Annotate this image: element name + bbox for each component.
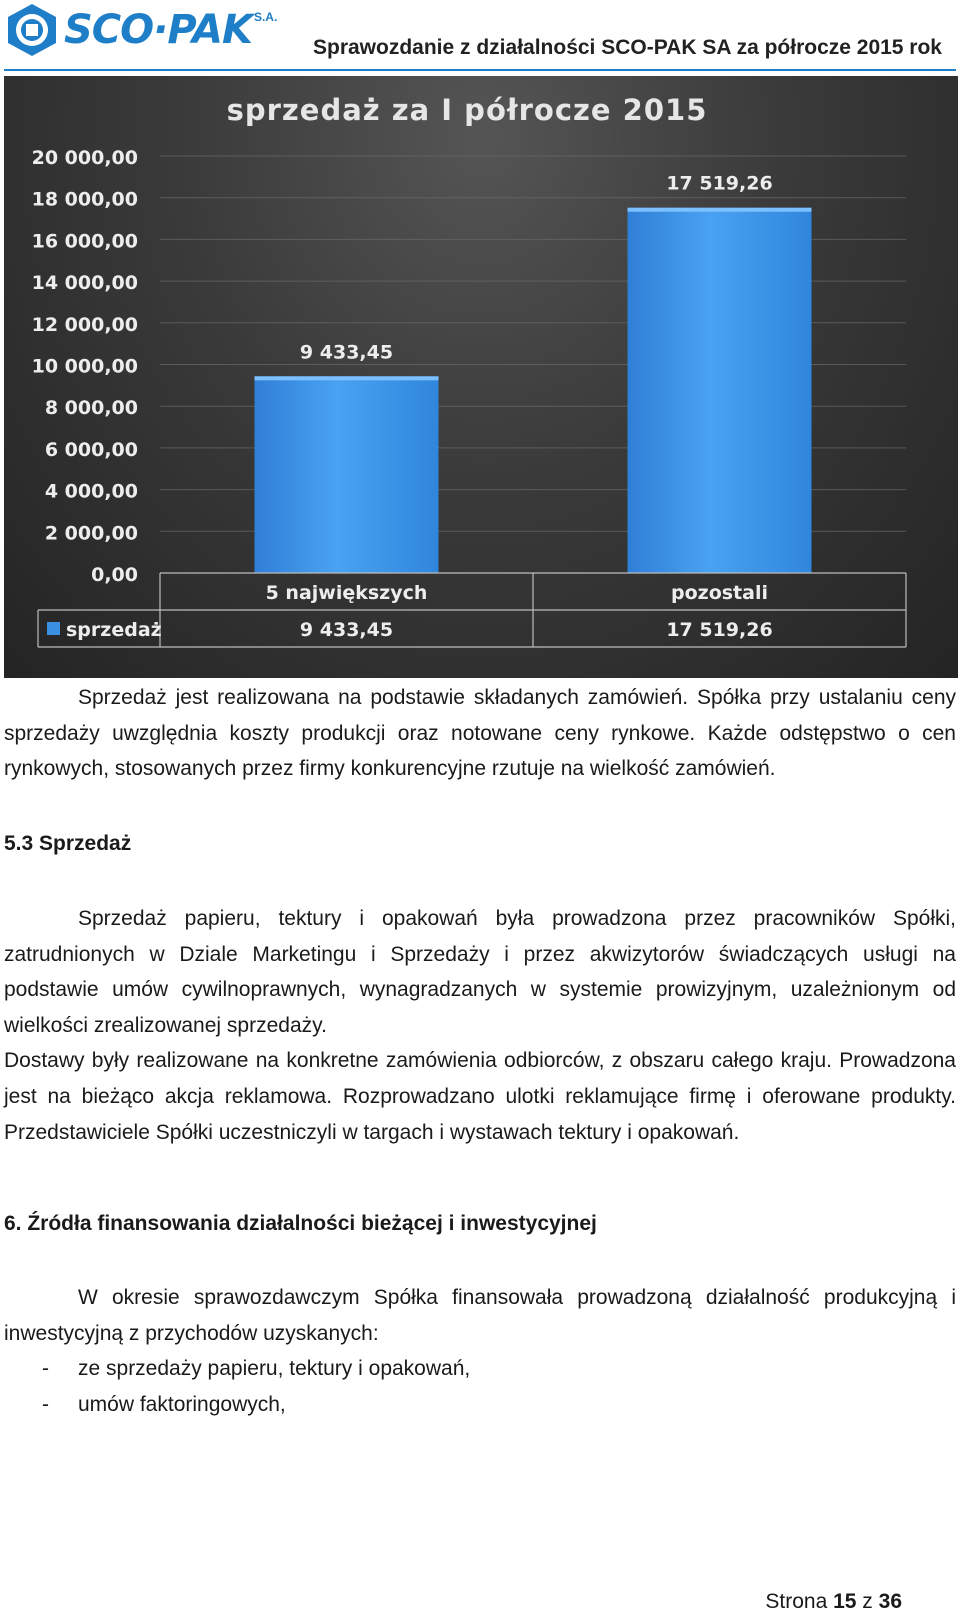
- legend-label: sprzedaż: [66, 619, 162, 641]
- paragraph-orders: [4, 680, 956, 787]
- y-tick-label: 8 000,00: [44, 397, 138, 420]
- financing-sources-list: [4, 1351, 470, 1422]
- y-tick-label: 0,00: [91, 564, 138, 586]
- list-item: [4, 1351, 470, 1387]
- bar-1: [255, 376, 439, 573]
- list-marker: -: [42, 1357, 49, 1380]
- sales-chart: [4, 76, 958, 678]
- table-value-label: 17 519,26: [666, 619, 773, 641]
- company-logo: [4, 2, 277, 58]
- y-tick-label: 2 000,00: [44, 522, 138, 545]
- category-label: 5 największych: [265, 582, 428, 604]
- list-marker: -: [42, 1392, 49, 1416]
- page-footer: [765, 1590, 902, 1614]
- section-heading-financing: 6. Źródła finansowania działalności bieżącej i inwestycyjnej: [4, 1212, 597, 1235]
- list-item-text: umów faktoringowych,: [78, 1392, 286, 1416]
- y-tick-label: 4 000,00: [44, 480, 138, 503]
- bar-value-label: 9 433,45: [299, 341, 394, 364]
- y-tick-label: 18 000,00: [31, 188, 138, 211]
- section-heading-sales: 5.3 Sprzedaż: [4, 832, 132, 855]
- paragraph-deliveries-text: Dostawy były realizowane na konkretne zamówienia odbiorców, z obszaru całego kraju. Prowadzona jest na bieżąco akcja reklamowa. Rozprowadzano ulotki reklamujące firmę i oferowane produkty. Przedstawiciele Spółki uczestniczyli w targach i wystawach tektury i opakowań.: [4, 1049, 956, 1144]
- paragraph-financing: [4, 1280, 956, 1351]
- paragraph-orders-text: Sprzedaż jest realizowana na podstawie składanych zamówień. Spółka przy ustalaniu ceny sprzedaży uwzględnia koszty produkcji oraz notowane ceny rynkowe. Każde odstępstwo o cen rynkowych, stosowanych przez firmy konkurencyjne rzutuje na wielkość zamówień.: [4, 686, 956, 781]
- table-value-label: 9 433,45: [299, 619, 394, 641]
- y-tick-label: 10 000,00: [31, 355, 138, 378]
- footer-page-number: 15: [833, 1590, 857, 1613]
- bar-value-label: 17 519,26: [666, 172, 773, 195]
- y-tick-label: 20 000,00: [31, 147, 138, 169]
- logo-mark-icon: [4, 2, 60, 58]
- legend-swatch: [47, 622, 60, 635]
- bar-top-highlight: [628, 208, 812, 212]
- logo-sa: S.A.: [253, 10, 278, 24]
- footer-of: z: [862, 1590, 873, 1613]
- y-tick-label: 16 000,00: [31, 230, 138, 253]
- paragraph-sales-text: Sprzedaż papieru, tektury i opakowań była prowadzona przez pracowników Spółki, zatrudnionych w Dziale Marketingu i Sprzedaży i przez akwizytorów świadczących usługi na podstawie umów cywilnoprawnych, wynagradzanych w systemie prowizyjnym, uzależnionym od wielkości zrealizowanej sprzedaży.: [4, 907, 956, 1037]
- report-title: Sprawozdanie z działalności SCO-PAK SA za półrocze 2015 rok: [312, 36, 942, 59]
- sales-chart-svg: [4, 76, 958, 678]
- y-tick-label: 12 000,00: [31, 313, 138, 336]
- list-item-text: ze sprzedaży papieru, tektury i opakowań,: [78, 1357, 471, 1380]
- footer-prefix: Strona: [765, 1590, 828, 1613]
- paragraph-sales: [4, 901, 956, 1150]
- list-item: [4, 1387, 470, 1423]
- paragraph-financing-text: W okresie sprawozdawczym Spółka finansowała prowadzoną działalność produkcyjną i inwestycyjną z przychodów uzyskanych:: [4, 1286, 956, 1345]
- footer-page-total: 36: [878, 1590, 902, 1613]
- header-divider: [4, 69, 956, 71]
- y-tick-label: 6 000,00: [44, 438, 138, 461]
- bar-top-highlight: [255, 376, 439, 380]
- logo-text: SCO·PAK: [64, 7, 252, 53]
- chart-title: sprzedaż za I półrocze 2015: [226, 93, 708, 127]
- page-header: [0, 0, 960, 72]
- category-label: pozostali: [670, 582, 769, 604]
- y-tick-label: 14 000,00: [31, 272, 138, 295]
- bar-2: [628, 208, 812, 573]
